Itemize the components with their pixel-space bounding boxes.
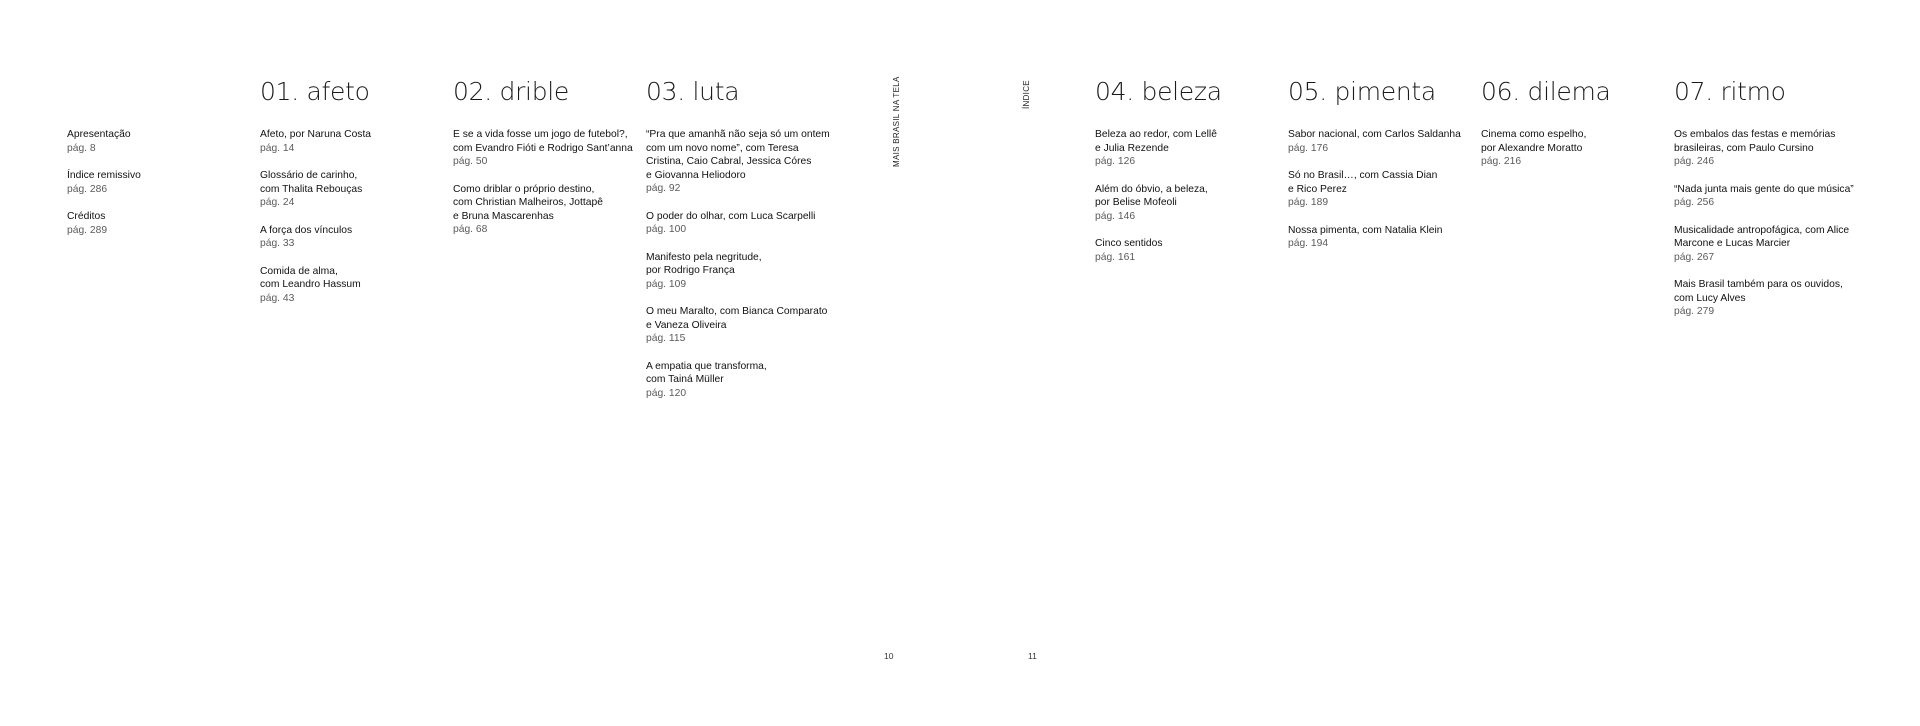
toc-entry-page: pág. 289 <box>67 224 108 236</box>
running-head-right: ÍNDICE <box>1022 80 1031 109</box>
toc-entry-page: pág. 286 <box>67 183 108 195</box>
toc-entry-page: pág. 279 <box>1674 306 1715 317</box>
toc-entry <box>1674 183 1874 210</box>
page-number-right: 11 <box>1028 651 1037 661</box>
toc-entry-title: Além do óbvio, a beleza, por Belise Mofeoli <box>1095 183 1208 208</box>
toc-column-entries <box>1288 128 1478 251</box>
running-head-left: MAIS BRASIL NA TELA <box>892 76 901 167</box>
toc-column-entries <box>67 128 257 237</box>
chapter-title-beleza: 04. beleza <box>1095 77 1222 106</box>
toc-entry-page: pág. 109 <box>646 278 687 290</box>
toc-entry-page: pág. 115 <box>646 333 686 344</box>
toc-entry-title: A força dos vínculos <box>260 224 353 236</box>
toc-entry-title: O poder do olhar, com Luca Scarpelli <box>646 210 816 222</box>
toc-entry-page: pág. 50 <box>453 156 488 167</box>
toc-entry-page: pág. 43 <box>260 292 295 304</box>
toc-entry-page: pág. 68 <box>453 224 488 235</box>
toc-entry <box>1674 278 1874 319</box>
toc-entry <box>1288 128 1478 155</box>
toc-entry <box>1095 128 1285 169</box>
chapter-title-pimenta: 05. pimenta <box>1288 77 1436 106</box>
toc-column-entries <box>646 128 836 400</box>
toc-entry-page: pág. 14 <box>260 142 295 154</box>
toc-entry-page: pág. 256 <box>1674 197 1715 208</box>
toc-entry <box>67 210 257 237</box>
toc-entry <box>646 305 836 346</box>
toc-entry-page: pág. 246 <box>1674 156 1715 167</box>
toc-entry-title: Só no Brasil…, com Cassia Dian e Rico Perez <box>1288 170 1438 195</box>
toc-entry-page: pág. 100 <box>646 224 687 235</box>
toc-column-entries <box>1674 128 1874 319</box>
toc-entry-page: pág. 189 <box>1288 197 1329 208</box>
front-matter-column <box>67 77 257 251</box>
toc-entry-page: pág. 33 <box>260 238 295 249</box>
toc-entry-title: O meu Maralto, com Bianca Comparato e Vaneza Oliveira <box>646 306 828 331</box>
toc-entry-page: pág. 8 <box>67 142 96 154</box>
toc-entry <box>1288 224 1478 251</box>
toc-entry-title: Índice remissivo <box>67 170 141 181</box>
toc-entry-page: pág. 194 <box>1288 238 1329 249</box>
chapter-title-afeto: 01. afeto <box>260 77 370 106</box>
toc-entry-title: Como driblar o próprio destino, com Christian Malheiros, Jottapê e Bruna Mascarenhas <box>453 183 603 222</box>
chapter-04-column <box>1095 77 1285 278</box>
toc-entry-title: Os embalos das festas e memórias brasileiras, com Paulo Cursino <box>1674 129 1836 154</box>
toc-entry <box>260 169 450 210</box>
toc-entry-page: pág. 267 <box>1674 251 1715 263</box>
toc-entry <box>260 224 450 251</box>
toc-entry-title: Musicalidade antropofágica, com Alice Marcone e Lucas Marcier <box>1674 224 1850 249</box>
toc-entry <box>67 128 257 155</box>
chapter-01-column <box>260 77 450 319</box>
chapter-title-luta: 03. luta <box>646 77 740 106</box>
toc-entry <box>453 128 643 169</box>
toc-entry-title: “Nada junta mais gente do que música” <box>1674 183 1854 195</box>
toc-entry <box>260 265 450 306</box>
chapter-07-column <box>1674 77 1874 333</box>
toc-entry <box>1288 169 1478 210</box>
toc-entry <box>646 360 836 401</box>
toc-entry-page: pág. 92 <box>646 183 681 194</box>
chapter-title-dilema: 06. dilema <box>1481 77 1611 106</box>
toc-entry-title: Afeto, por Naruna Costa <box>260 129 372 140</box>
toc-entry <box>1674 128 1874 169</box>
toc-entry-title: Manifesto pela negritude, por Rodrigo França <box>646 251 762 276</box>
toc-column-entries <box>1095 128 1285 264</box>
chapter-03-column <box>646 77 836 414</box>
toc-column-entries <box>260 128 450 305</box>
toc-entry-title: Sabor nacional, com Carlos Saldanha <box>1288 129 1461 140</box>
toc-entry <box>646 128 836 196</box>
toc-entry-title: Créditos <box>67 211 106 222</box>
chapter-06-column <box>1481 77 1671 183</box>
toc-entry-page: pág. 216 <box>1481 156 1522 167</box>
toc-entry-page: pág. 120 <box>646 387 687 399</box>
toc-entry-title: Apresentação <box>67 129 131 140</box>
toc-entry-title: Comida de alma, com Leandro Hassum <box>260 265 361 290</box>
chapter-title-ritmo: 07. ritmo <box>1674 77 1786 106</box>
chapter-02-column <box>453 77 643 251</box>
toc-entry <box>67 169 257 196</box>
toc-entry-title: Cinema como espelho, por Alexandre Moratto <box>1481 129 1587 154</box>
chapter-05-column <box>1288 77 1478 265</box>
toc-entry <box>260 128 450 155</box>
toc-entry-page: pág. 161 <box>1095 251 1136 263</box>
toc-entry <box>646 210 836 237</box>
chapter-title-drible: 02. drible <box>453 77 569 106</box>
toc-column-entries <box>453 128 643 237</box>
toc-entry <box>453 183 643 237</box>
toc-entry-title: Cinco sentidos <box>1095 238 1163 249</box>
toc-entry <box>1095 183 1285 224</box>
toc-entry-page: pág. 24 <box>260 197 295 208</box>
toc-entry-title: Glossário de carinho, com Thalita Rebouças <box>260 170 363 195</box>
toc-entry <box>1095 237 1285 264</box>
toc-entry <box>1481 128 1671 169</box>
toc-entry <box>646 251 836 292</box>
toc-entry-title: Mais Brasil também para os ouvidos, com Lucy Alves <box>1674 279 1843 304</box>
toc-entry-page: pág. 176 <box>1288 142 1329 154</box>
toc-entry-page: pág. 146 <box>1095 210 1136 222</box>
toc-entry-title: A empatia que transforma, com Tainá Müller <box>646 360 767 385</box>
toc-column-entries <box>1481 128 1671 169</box>
toc-entry-title: Beleza ao redor, com Lellê e Julia Rezende <box>1095 129 1217 154</box>
toc-entry-title: Nossa pimenta, com Natalia Klein <box>1288 224 1443 236</box>
toc-entry-page: pág. 126 <box>1095 156 1136 167</box>
toc-entry-title: E se a vida fosse um jogo de futebol?, com Evandro Fióti e Rodrigo Sant’anna <box>453 129 633 154</box>
toc-entry-title: “Pra que amanhã não seja só um ontem com um novo nome”, com Teresa Cristina, Caio Cabral, Jessica Córes e Giovanna Heliodoro <box>646 129 830 181</box>
toc-entry <box>1674 224 1874 265</box>
page-number-left: 10 <box>884 651 894 661</box>
